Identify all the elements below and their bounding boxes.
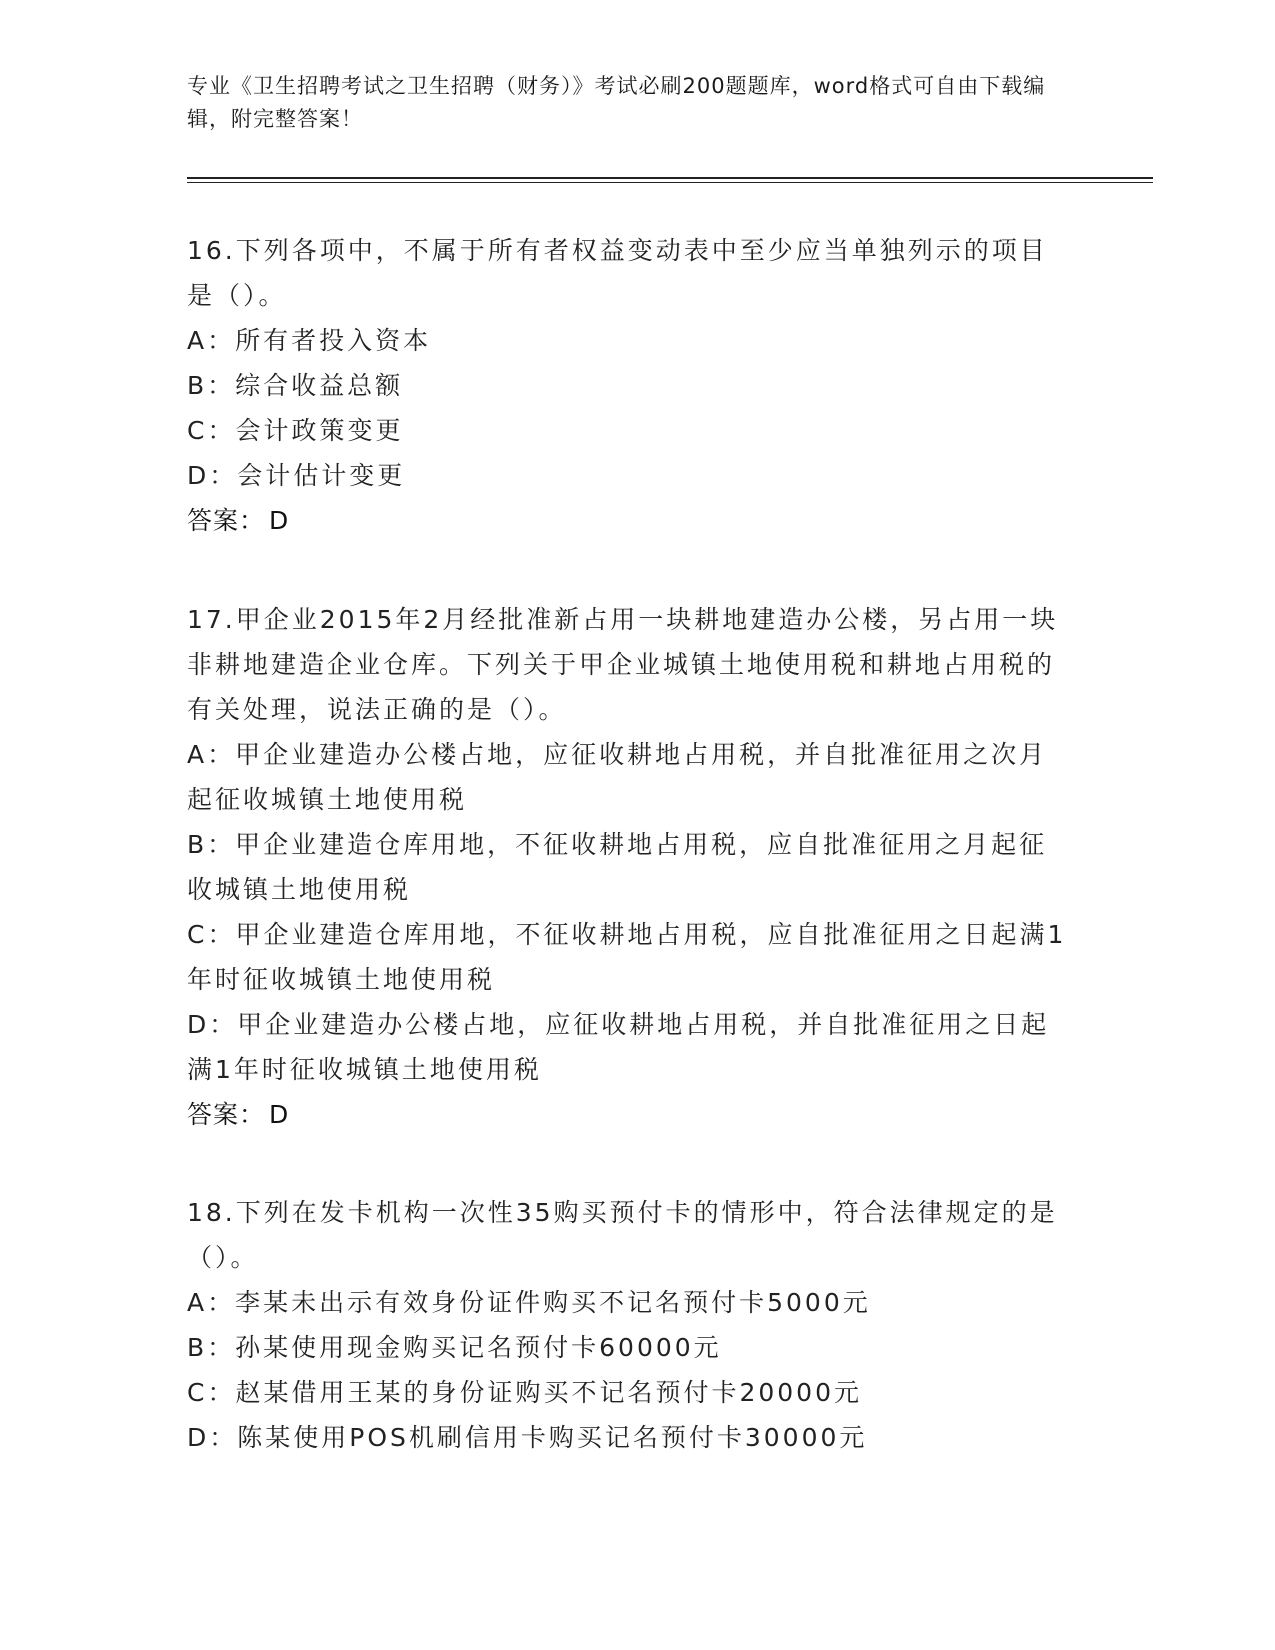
option-c: C：赵某借用王某的身份证购买不记名预付卡20000元	[187, 1378, 862, 1407]
option-b: B：甲企业建造仓库用地，不征收耕地占用税，应自批准征用之月起征收城镇土地使用税	[187, 830, 1048, 904]
option-a: A：李某未出示有效身份证件购买不记名预付卡5000元	[187, 1288, 871, 1317]
question-stem: 17.甲企业2015年2月经批准新占用一块耕地建造办公楼，另占用一块非耕地建造企业仓库。下列关于甲企业城镇土地使用税和耕地占用税的有关处理，说法正确的是（）。	[187, 605, 1059, 724]
document-header	[187, 70, 1067, 136]
question-17	[187, 597, 1067, 1137]
option-d: D：甲企业建造办公楼占地，应征收耕地占用税，并自批准征用之日起满1年时征收城镇土地使用税	[187, 1010, 1050, 1084]
option-b: B：综合收益总额	[187, 371, 404, 400]
answer-label: 答案：	[187, 1100, 266, 1129]
answer-line	[187, 1092, 1067, 1137]
option-c: C：甲企业建造仓库用地，不征收耕地占用税，应自批准征用之日起满1年时征收城镇土地使用税	[187, 920, 1067, 994]
answer-line	[187, 498, 1067, 543]
header-text: 专业《卫生招聘考试之卫生招聘（财务）》考试必刷200题题库，word格式可自由下载编辑，附完整答案！	[187, 74, 1046, 131]
header-divider	[187, 177, 1153, 183]
answer-value: D	[269, 1100, 290, 1129]
option-a: A：甲企业建造办公楼占地，应征收耕地占用税，并自批准征用之次月起征收城镇土地使用税	[187, 740, 1048, 814]
option-c: C：会计政策变更	[187, 416, 404, 445]
question-18	[187, 1190, 1067, 1460]
option-d: D：陈某使用POS机刷信用卡购买记名预付卡30000元	[187, 1423, 868, 1452]
option-a: A：所有者投入资本	[187, 326, 432, 355]
answer-label: 答案：	[187, 506, 266, 535]
option-b: B：孙某使用现金购买记名预付卡60000元	[187, 1333, 722, 1362]
question-stem: 16.下列各项中，不属于所有者权益变动表中至少应当单独列示的项目是（）。	[187, 236, 1048, 310]
question-stem: 18.下列在发卡机构一次性35购买预付卡的情形中，符合法律规定的是（）。	[187, 1198, 1058, 1272]
question-16	[187, 228, 1067, 543]
option-d: D：会计估计变更	[187, 461, 406, 490]
answer-value: D	[269, 506, 290, 535]
